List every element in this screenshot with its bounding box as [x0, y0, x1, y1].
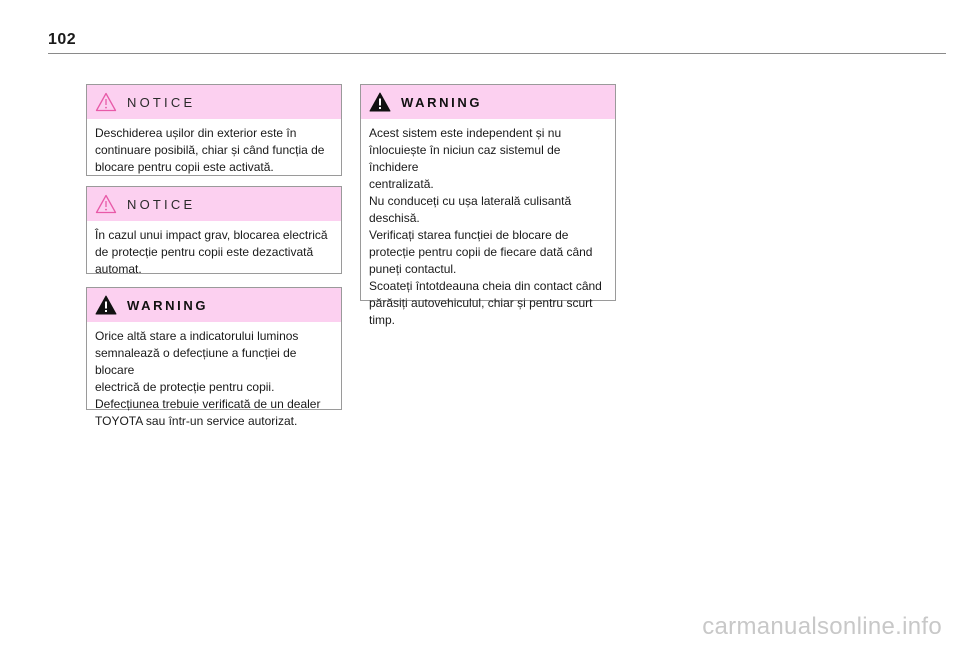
notice-header	[87, 85, 341, 119]
warning-header	[361, 85, 615, 119]
warning-body	[361, 119, 615, 337]
text-line: automat.	[95, 262, 142, 276]
text-line: În cazul unui impact grav, blocarea electrică	[95, 228, 328, 242]
text-line: protecție pentru copii de fiecare dată când	[369, 245, 593, 259]
text-line: de protecție pentru copii este dezactivată	[95, 245, 314, 259]
text-line: Defecțiunea trebuie verificată de un dealer	[95, 397, 321, 411]
text-line: deschisă.	[369, 211, 420, 225]
page-number: 102	[48, 31, 77, 48]
warning-triangle-filled-icon	[95, 295, 117, 315]
header-divider	[48, 53, 946, 54]
warning-triangle-outline-icon	[95, 194, 117, 214]
notice-body	[87, 119, 341, 184]
text-line: Deschiderea ușilor din exterior este în	[95, 126, 297, 140]
text-line: blocare pentru copii este activată.	[95, 160, 274, 174]
watermark-text: carmanualsonline.info	[702, 613, 942, 640]
warning-box-1	[86, 287, 342, 428]
notice-box-2	[86, 186, 342, 274]
text-line: Acest sistem este independent și nu	[369, 126, 562, 140]
text-line: electrică de protecție pentru copii.	[95, 380, 275, 394]
notice-box-1	[86, 84, 342, 176]
text-line: centralizată.	[369, 177, 434, 191]
warning-box-2	[360, 84, 616, 327]
warning-header	[87, 288, 341, 322]
notice-body	[87, 221, 341, 286]
notice-header	[87, 187, 341, 221]
notice-title: NOTICE	[127, 94, 196, 110]
text-line: TOYOTA sau într-un service autorizat.	[95, 414, 298, 428]
text-line: semnalează o defecțiune a funcției de blocare	[95, 346, 297, 377]
text-line: Scoateți întotdeauna cheia din contact când	[369, 279, 602, 293]
warning-title: WARNING	[127, 297, 209, 313]
text-line: părăsiți autovehiculul, chiar și pentru scurt	[369, 296, 593, 310]
text-line: înlocuiește în niciun caz sistemul de închidere	[369, 143, 561, 174]
text-line: Nu conduceți cu ușa laterală culisantă	[369, 194, 572, 208]
text-line: puneți contactul.	[369, 262, 457, 276]
warning-triangle-outline-icon	[95, 92, 117, 112]
notice-title: NOTICE	[127, 196, 196, 212]
warning-title: WARNING	[401, 94, 483, 110]
warning-triangle-filled-icon	[369, 92, 391, 112]
text-line: timp.	[369, 313, 396, 327]
warning-body	[87, 322, 341, 438]
text-line: continuare posibilă, chiar și când funcția de	[95, 143, 325, 157]
text-line: Orice altă stare a indicatorului luminos	[95, 329, 299, 343]
text-line: Verificați starea funcției de blocare de	[369, 228, 569, 242]
